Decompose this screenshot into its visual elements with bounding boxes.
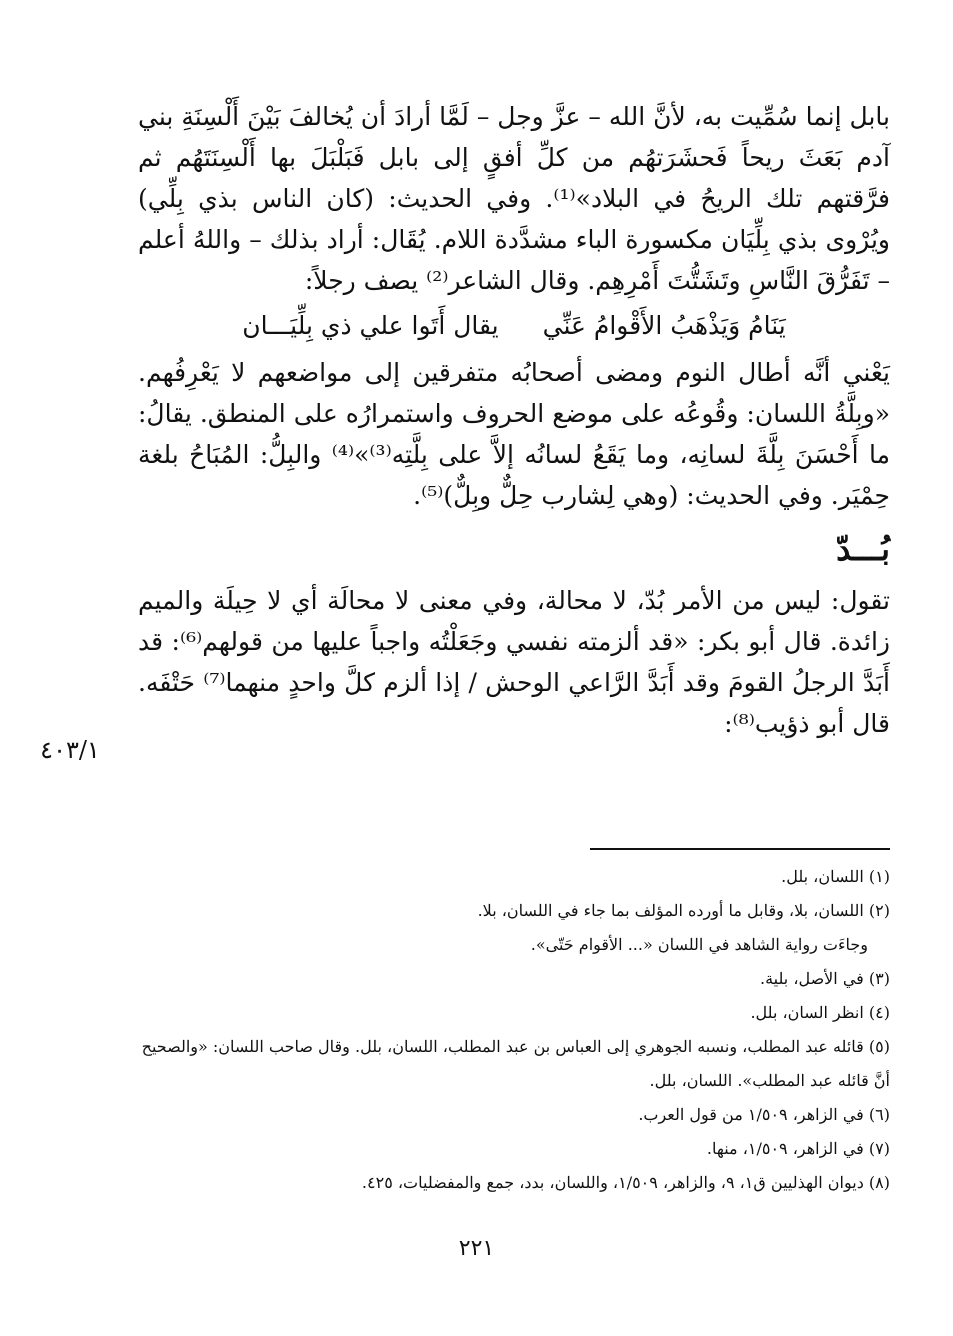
main-text [138, 96, 890, 744]
footnote-5: (٥) قائله عبد المطلب، ونسبه الجوهري إلى العباس بن عبد المطلب، اللسان، بلل. وقال صاحب اللسان: «والصحيح أنَّ قائله عبد المطلب». اللسان، بلل. [141, 1037, 890, 1090]
margin-reference: ٤٠٣/١ [40, 736, 100, 764]
paragraph-billa: يَعْني أنَّه أطال النوم ومضى أصحابُه متفرقين إلى مواضعهم لا يَعْرِفُهم. «وبِلَّةُ اللسان: وقُوعُه على موضع الحروف واستمرارُه على المنطق. يقالُ: ما أَحْسَنَ بِلَّةَ لسانِه، وما يَقَعُ لسانُه إلاَّ على بِلَّتِه⁽³⁾»⁽⁴⁾ والبِلُّ: المُبَاحُ بلغة حِمْيَر. وفي الحديث: (وهي لِشارب حِلٌّ وبِلٌّ)⁽⁵⁾. [138, 358, 891, 510]
footnote-8: (٨) ديوان الهذليين ق١، ٩، والزاهر، ١/٥٠٩، واللسان، بدد، جمع والمفضليات، ٤٢٥. [361, 1173, 890, 1192]
footnote-6: (٦) في الزاهر، ١/٥٠٩ من قول العرب. [638, 1105, 890, 1124]
verse-right-hemistich: يَنَامُ وَيَذْهَبُ الأَقْوامُ عَنِّي [542, 311, 786, 340]
poetry-verse [138, 305, 890, 346]
page-number: ٢٢١ [458, 1236, 495, 1261]
footnote-3: (٣) في الأصل، بلية. [759, 969, 890, 988]
footnotes [138, 860, 890, 1200]
footnote-2-continuation: وجاءَت رواية الشاهد في اللسان «... الأقوام حَتّى». [530, 935, 868, 954]
entry-heading: بُـــدّ [836, 530, 890, 568]
verse-left-hemistich: يقال أَتَوا علي ذي بِلِّيَـــان [242, 311, 499, 340]
paragraph-budd: تقول: ليس من الأمر بُدّ، لا محالة، وفي معنى لا محالَة أي لا حِيلَة والميم زائدة. قال أبو بكر: «قد ألزمته نفسي وجَعَلْتُه واجباً عليها من قولهم⁽⁶⁾: قد أَبَدَّ الرجلُ القومَ وقد أَبَدَّ الرَّاعي الوحش / إذا ألزم كلَّ واحدٍ منهما⁽⁷⁾ حَتْفَه. قال أبو ذؤيب⁽⁸⁾: [138, 586, 890, 738]
footnote-divider [590, 848, 890, 850]
footnote-7: (٧) في الزاهر، ١/٥٠٩، منها. [706, 1139, 890, 1158]
footnote-1: (١) اللسان، بلل. [781, 867, 890, 886]
footnote-4: (٤) انظر السان، بلل. [750, 1003, 890, 1022]
paragraph-babel: بابل إنما سُمِّيت به، لأنَّ الله – عزَّ وجل – لَمَّا أرادَ أن يُخالفَ بَيْنَ أَلْسِنَةِ بني آدم بَعَثَ ريحاً فَحشَرَتهُم من كلِّ أفقٍ إلى بابل فَبَلْبَلَ بها أَلْسِنَتَهُم ثم فرَّقتهم تلك الريحُ في البلاد»⁽¹⁾. وفي الحديث: (كان الناس بذي بِلِّي) ويُرْوى بذي بِلِّيَان مكسورة الباء مشدَّدة اللام. يُقَال: أراد بذلك – واللهُ أعلم – تَفَرُّقَ النَّاسِ وتَشَتُّتَ أَمْرِهِم. وقال الشاعر⁽²⁾ يصف رجلاً: [138, 102, 891, 295]
footnote-2: (٢) اللسان، بلا، وقابل ما أورده المؤلف بما جاء في اللسان، بلا. [477, 901, 890, 920]
